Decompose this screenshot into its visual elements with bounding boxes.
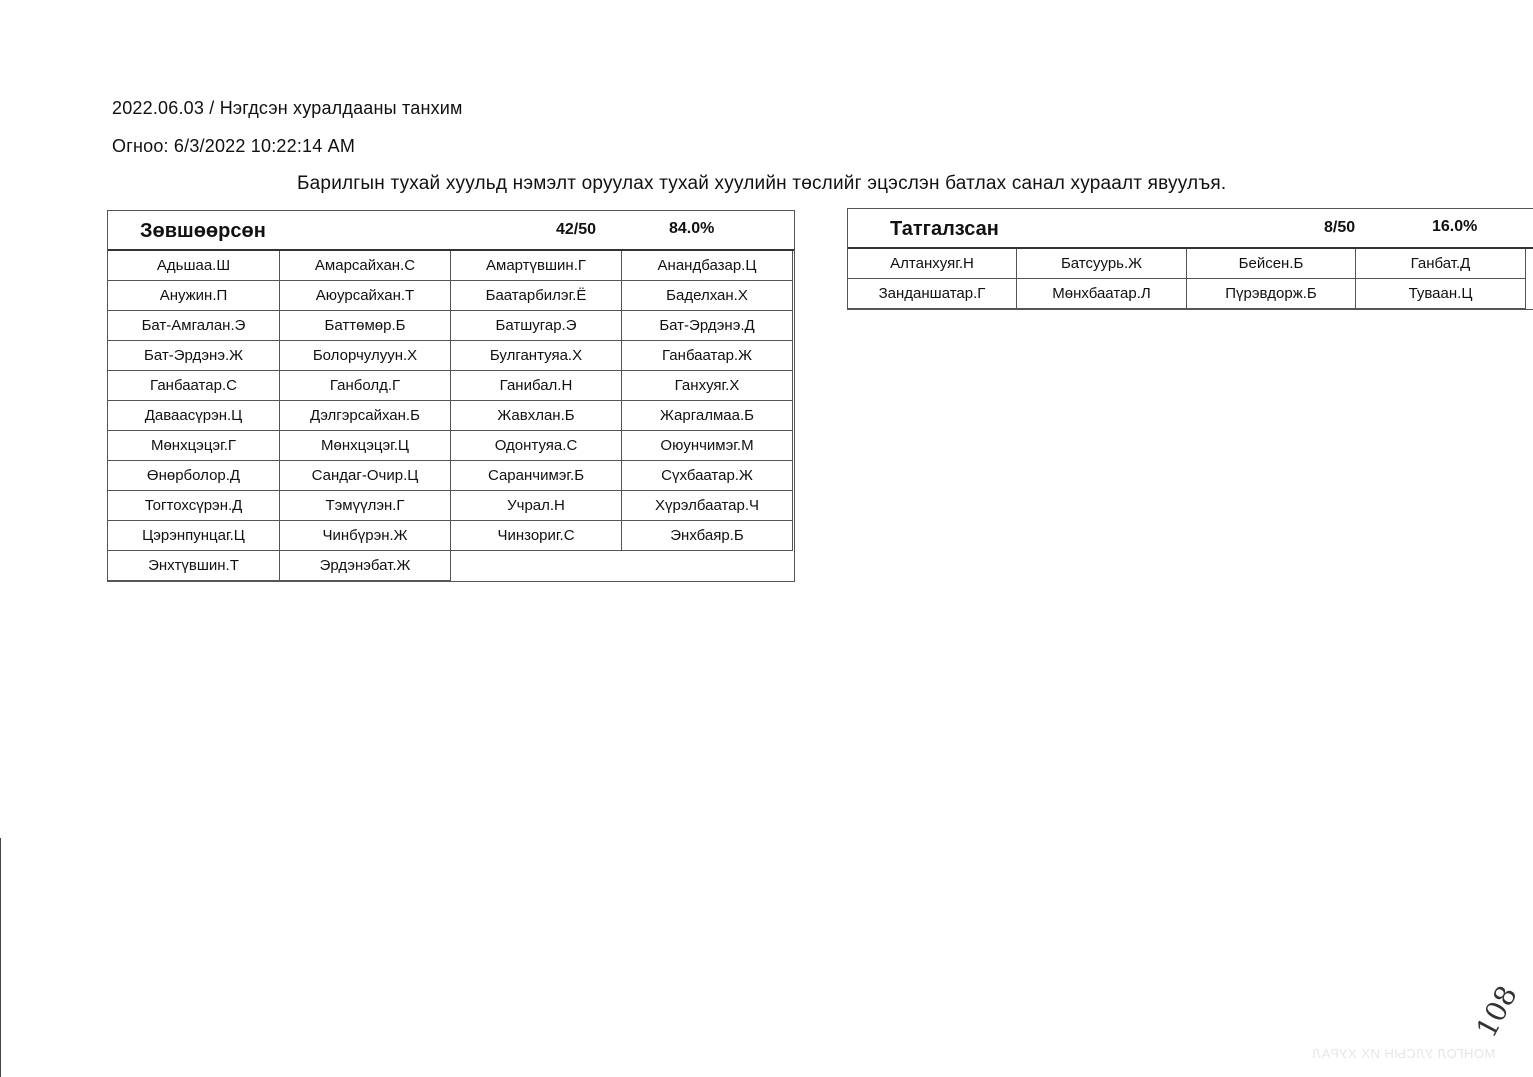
scan-margin-line [0, 838, 1, 1077]
approve-member-name: Чинбүрэн.Ж [280, 521, 451, 551]
approve-member-name: Анужин.П [108, 281, 280, 311]
reject-panel [847, 208, 1533, 310]
approve-member-name: Булгантуяа.Х [451, 341, 622, 371]
motion-title: Барилгын тухай хуульд нэмэлт оруулах тухай хуулийн төслийг эцэслэн батлах санал хураалт явуулъя. [297, 173, 1227, 194]
approve-member-name: Адьшаа.Ш [108, 251, 280, 281]
approve-member-name: Сүхбаатар.Ж [622, 461, 793, 491]
reject-member-name: Ганбат.Д [1356, 249, 1526, 279]
approve-member-name: Аюурсайхан.Т [280, 281, 451, 311]
vote-timestamp: Огноо: 6/3/2022 10:22:14 AM [112, 136, 356, 156]
approve-member-name: Дэлгэрсайхан.Б [280, 401, 451, 431]
approve-member-name: Амарсайхан.С [280, 251, 451, 281]
approve-member-name: Оюунчимэг.М [622, 431, 793, 461]
approve-member-name: Баатарбилэг.Ё [451, 281, 622, 311]
approve-member-name: Эрдэнэбат.Ж [280, 551, 451, 581]
handwritten-page-number: 108 [1469, 980, 1524, 1043]
approve-member-name: Тэмүүлэн.Г [280, 491, 451, 521]
approve-member-name: Ганбаатар.С [108, 371, 280, 401]
approve-member-name: Жавхлан.Б [451, 401, 622, 431]
approve-percent: 84.0% [669, 220, 715, 237]
approve-member-name: Амартүвшин.Г [451, 251, 622, 281]
reject-count: 8/50 [1324, 219, 1356, 236]
approve-member-name: Бат-Амгалан.Э [108, 311, 280, 341]
reject-percent: 16.0% [1432, 218, 1478, 235]
approve-member-name: Анандбазар.Ц [622, 251, 793, 281]
approve-member-name: Даваасүрэн.Ц [108, 401, 280, 431]
approve-member-name: Ганболд.Г [280, 371, 451, 401]
reject-member-name: Бейсен.Б [1187, 249, 1356, 279]
reject-member-name: Пүрэвдорж.Б [1187, 279, 1356, 309]
reject-member-name: Алтанхуяг.Н [848, 249, 1017, 279]
reject-label: Татгалзсан [890, 218, 999, 240]
approve-member-name: Одонтуяа.С [451, 431, 622, 461]
approve-member-name: Цэрэнпунцаг.Ц [108, 521, 280, 551]
approve-member-name: Ганбаатар.Ж [622, 341, 793, 371]
reject-header [848, 209, 1533, 249]
reject-member-name: Мөнхбаатар.Л [1017, 279, 1187, 309]
approve-header [108, 211, 794, 251]
parliament-stamp: МОНГОЛ УЛСЫН ИХ ХУРАЛ [1312, 1046, 1496, 1061]
session-date-location: 2022.06.03 / Нэгдсэн хуралдааны танхим [112, 98, 463, 118]
reject-member-name: Занданшатар.Г [848, 279, 1017, 309]
approve-member-name: Тогтохсүрэн.Д [108, 491, 280, 521]
approve-member-name: Бат-Эрдэнэ.Ж [108, 341, 280, 371]
approve-member-name: Ганибал.Н [451, 371, 622, 401]
approve-label: Зөвшөөрсөн [140, 220, 266, 242]
approve-member-name: Мөнхцэцэг.Г [108, 431, 280, 461]
approve-member-name: Хүрэлбаатар.Ч [622, 491, 793, 521]
approve-member-name: Өнөрболор.Д [108, 461, 280, 491]
approve-member-name: Болорчулуун.Х [280, 341, 451, 371]
approve-panel [107, 210, 795, 582]
approve-member-name: Сандаг-Очир.Ц [280, 461, 451, 491]
approve-member-name: Батшугар.Э [451, 311, 622, 341]
reject-member-name: Туваан.Ц [1356, 279, 1526, 309]
reject-member-name: Батсуурь.Ж [1017, 249, 1187, 279]
approve-member-name: Энхтүвшин.Т [108, 551, 280, 581]
approve-member-name: Баттөмөр.Б [280, 311, 451, 341]
approve-member-name: Мөнхцэцэг.Ц [280, 431, 451, 461]
approve-names-grid [108, 251, 794, 581]
approve-member-name: Ганхуяг.Х [622, 371, 793, 401]
approve-member-name: Бат-Эрдэнэ.Д [622, 311, 793, 341]
approve-member-name: Чинзориг.С [451, 521, 622, 551]
approve-member-name: Баделхан.Х [622, 281, 793, 311]
reject-names-grid [848, 249, 1533, 309]
approve-member-name: Учрал.Н [451, 491, 622, 521]
approve-count: 42/50 [556, 221, 597, 238]
approve-member-name: Жаргалмаа.Б [622, 401, 793, 431]
approve-member-name: Энхбаяр.Б [622, 521, 793, 551]
approve-member-name: Саранчимэг.Б [451, 461, 622, 491]
